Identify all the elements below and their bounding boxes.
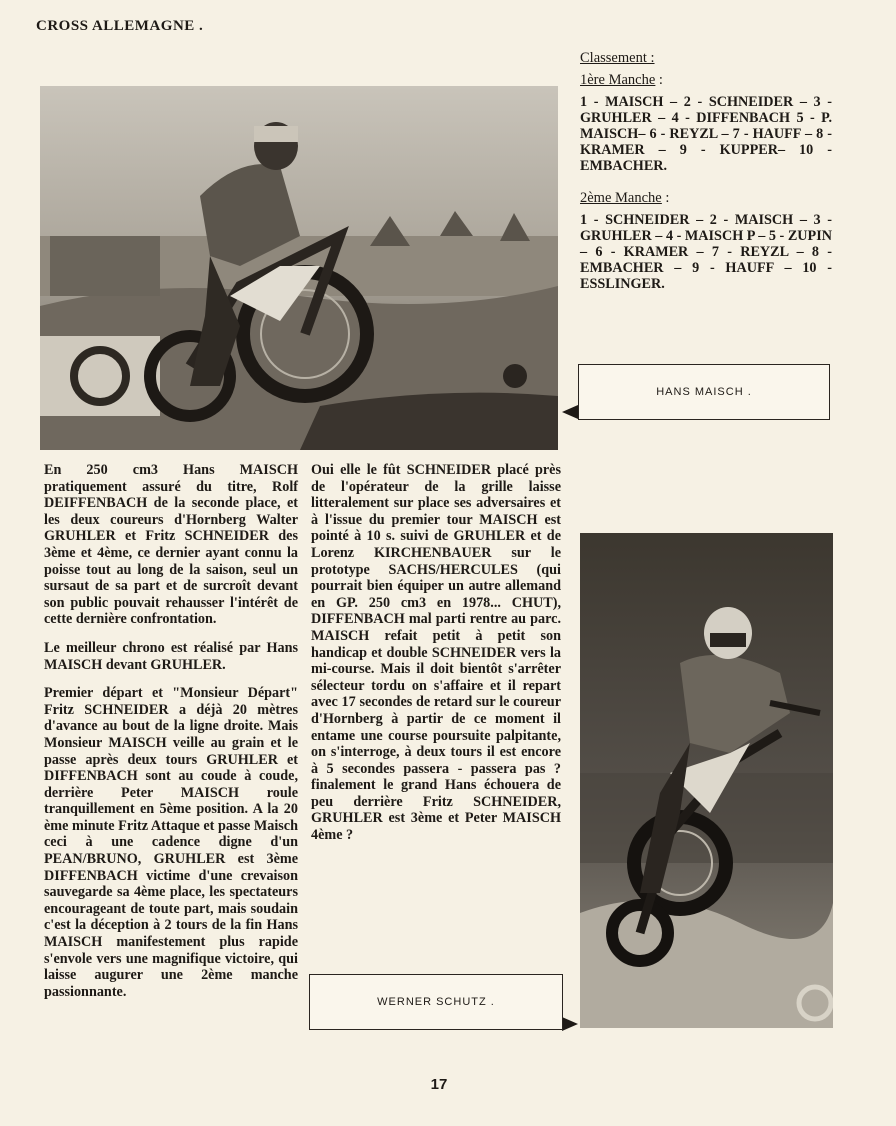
article-paragraph: Le meilleur chrono est réalisé par Hans MAISCH devant GRUHLER. bbox=[44, 639, 298, 673]
page-header: CROSS ALLEMAGNE . bbox=[36, 18, 204, 34]
manche1-title: 1ère Manche bbox=[580, 72, 656, 88]
article-paragraph: Oui elle le fût SCHNEIDER placé près de l'opérateur de la grille laisse litteralement sur place ses adversaires et à l'issue du premier tour MAISCH est pointé à 10 s. suivi de GRUHLER et de Lorenz KIRCHENBAUER sur le prototype SACHS/HERCULES (qui pourrait bien équiper un autre allemand en GP. 250 cm3 en 1978... CHUT), DIFFENBACH mal parti rentre au parc. MAISCH refait petit à petit son handicap et double SCHNEIDER vers la mi-course. Mais il doit bientôt s'arrêter sélecteur tordu on s'affaire et il repart avec 17 secondes de retard sur le coureur d'Hornberg à partir de ce moment il entame une course poursuite palpitante, on s'interroge, à deux tours il est encore à 5 secondes passera - passera pas ? finalement le grand Hans échouera de peu derrière Fritz SCHNEIDER, GRUHLER est 3ème et Peter MAISCH 4ème ? bbox=[311, 462, 561, 844]
caption-werner-schutz: WERNER SCHUTZ . bbox=[309, 974, 563, 1030]
page-number: 17 bbox=[430, 1076, 448, 1093]
article-paragraph: Premier départ et "Monsieur Départ" Fritz SCHNEIDER a déjà 20 mètres d'avance au bout de la ligne droite. Mais Monsieur MAISCH veille au grain et le passe après deux tours GRUHLER et DIFFENBACH sont au coude à coude, derrière Peter MAISCH roule tranquillement en 5ème position. A la 20 ème minute Fritz Attaque et passe Maisch ceci à une cadence digne d'un PEAN/BRUNO, GRUHLER est 3ème DIFFENBACH victime d'une crevaison sauvegarde sa 4ème place, les spectateurs encourageant de toute part, mais soudain c'est la déception à 2 tours de la fin Hans MAISCH manifestement plus rapide s'envole vers une magnifique victoire, qui laisse augurer une 2ème manche passionnante. bbox=[44, 685, 298, 1000]
caption-hans-maisch: HANS MAISCH . bbox=[578, 364, 830, 420]
ranking-title: Classement : bbox=[580, 50, 655, 66]
manche1-results: 1 - MAISCH – 2 - SCHNEIDER – 3 - GRUHLER – 4 - DIFFENBACH 5 - P. MAISCH– 6 - REYZL – 7 - HAUFF – 8 - KRAMER – 9 - KUPPER– 10 - EMBACHER. bbox=[580, 94, 832, 174]
manche1-suffix: : bbox=[655, 72, 663, 88]
caption-arrow-right bbox=[562, 1017, 578, 1031]
manche2-title: 2ème Manche bbox=[580, 190, 662, 206]
article-paragraph: En 250 cm3 Hans MAISCH pratiquement assuré du titre, Rolf DEIFFENBACH de la seconde place, et les deux coureurs d'Hornberg Walter GRUHLER et Fritz SCHNEIDER des 3ème et 4ème, ce dernier ayant connu la poisse tout au long de la saison, seul un sursaut de sa part et de surcroît devant son public pouvait rehausser l'intérêt de cette dernière confrontation. bbox=[44, 462, 298, 628]
manche2-heading bbox=[580, 190, 832, 206]
manche2-suffix: : bbox=[661, 190, 670, 206]
photo-hans-maisch bbox=[40, 86, 558, 450]
manche1-heading bbox=[580, 72, 832, 88]
photo-werner-schutz bbox=[580, 533, 833, 1028]
article-column-2 bbox=[311, 462, 561, 856]
caption-arrow-left bbox=[562, 405, 578, 419]
article-column-1 bbox=[44, 462, 298, 1012]
ranking-block bbox=[580, 50, 832, 308]
manche2-results: 1 - SCHNEIDER – 2 - MAISCH – 3 - GRUHLER – 4 - MAISCH P – 5 - ZUPIN – 6 - KRAMER – 7 - REYZL – 8 - EMBACHER – 9 - HAUFF – 10 - ESSLINGER. bbox=[580, 212, 832, 292]
